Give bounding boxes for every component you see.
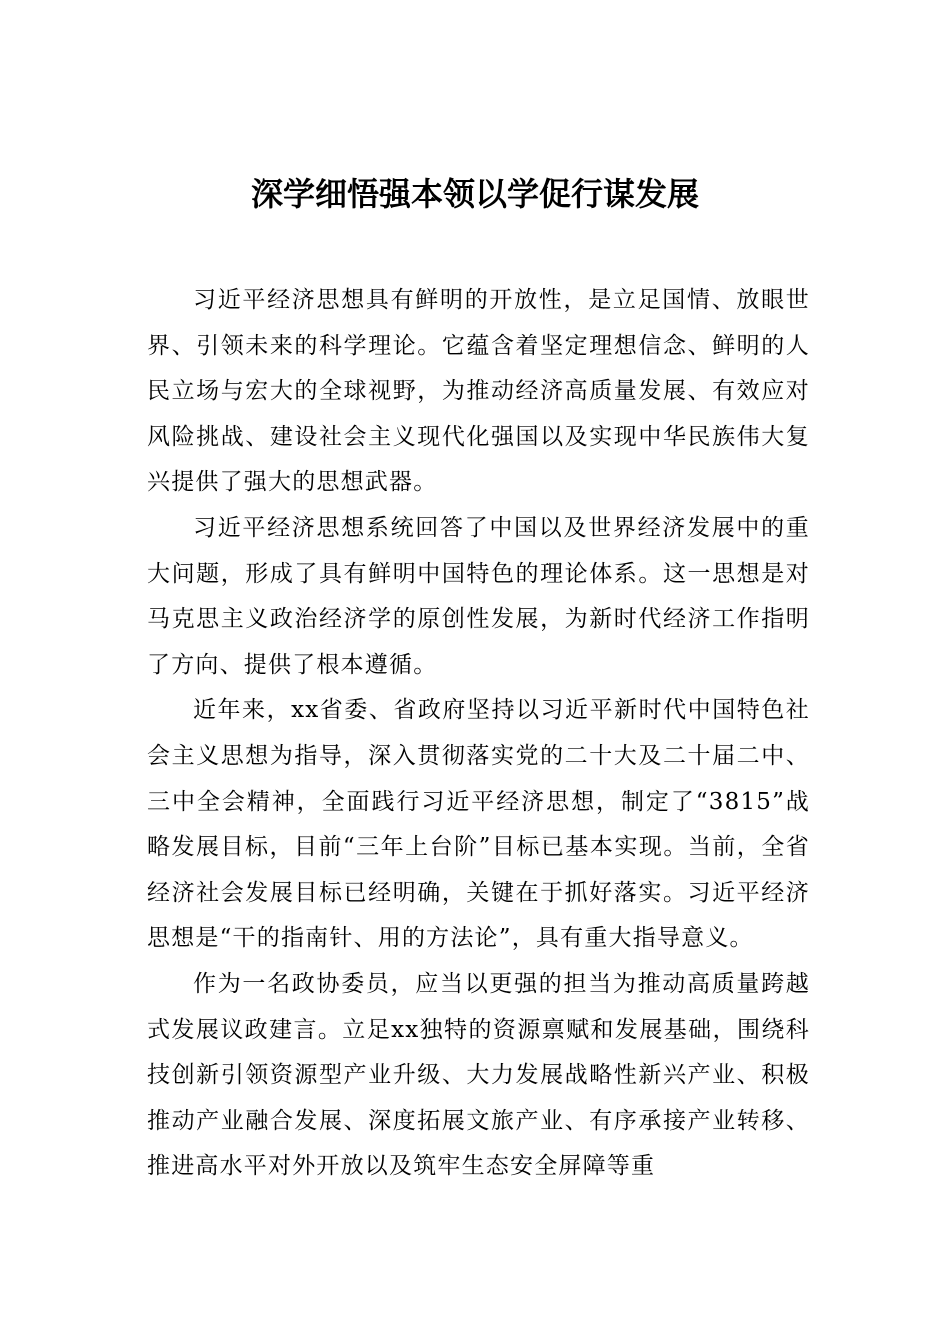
paragraph-3: 近年来，xx省委、省政府坚持以习近平新时代中国特色社会主义思想为指导，深入贯彻落实党的二十大及二十届二中、三中全会精神，全面践行习近平经济思想，制定了“3815”战略发展目标，目前“三年上台阶”目标已基本实现。当前，全省经济社会发展目标已经明确，关键在于抓好落实。习近平经济思想是“干的指南针、用的方法论”，具有重大指导意义。: [147, 697, 810, 952]
paragraph-2: 习近平经济思想系统回答了中国以及世界经济发展中的重大问题，形成了具有鲜明中国特色的理论体系。这一思想是对马克思主义政治经济学的原创性发展，为新时代经济工作指明了方向、提供了根本遵循。: [147, 514, 810, 678]
paragraph-4: 作为一名政协委员，应当以更强的担当为推动高质量跨越式发展议政建言。立足xx独特的资源禀赋和发展基础，围绕科技创新引领资源型产业升级、大力发展战略性新兴产业、积极推动产业融合发展、深度拓展文旅产业、有序承接产业转移、推进高水平对外开放以及筑牢生态安全屏障等重: [147, 970, 810, 1180]
paragraph-1: 习近平经济思想具有鲜明的开放性，是立足国情、放眼世界、引领未来的科学理论。它蕴含着坚定理想信念、鲜明的人民立场与宏大的全球视野，为推动经济高质量发展、有效应对风险挑战、建设社会主义现代化强国以及实现中华民族伟大复兴提供了强大的思想武器。: [147, 287, 810, 496]
document-body: [147, 278, 810, 1190]
document-title: 深学细悟强本领以学促行谋发展: [250, 175, 699, 213]
